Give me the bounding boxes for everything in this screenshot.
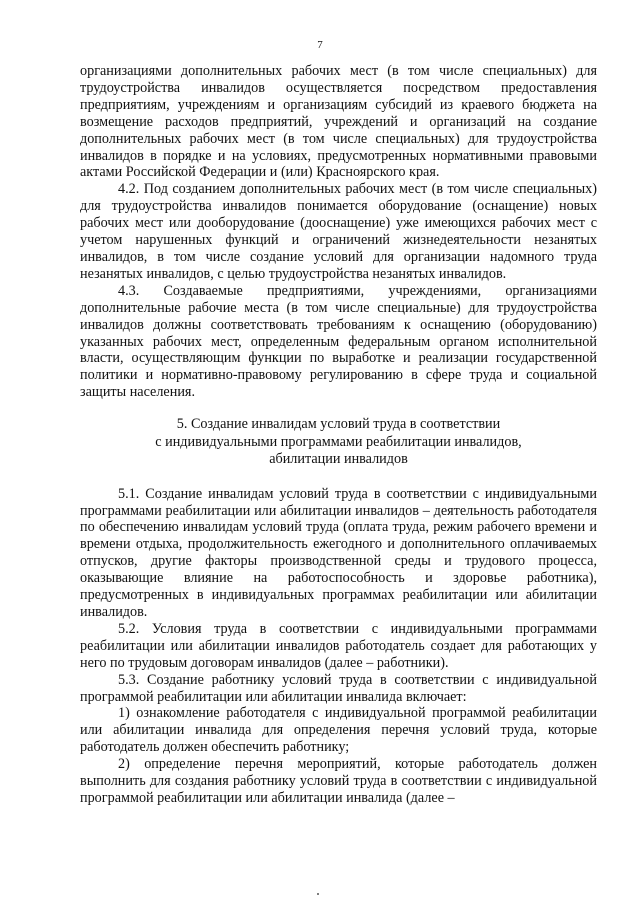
paragraph-5-3-item-2: 2) определение перечня мероприятий, которые работодатель должен выполнить для создания работнику условий труда в соответствии с индивидуальной программой реабилитации или абилитации инвалида (далее – bbox=[80, 756, 597, 806]
section-heading-line-3: абилитации инвалидов bbox=[269, 451, 408, 468]
paragraph-continuation: организациями дополнительных рабочих мест (в том числе специальных) для трудоустройства инвалидов осуществляется посредством предоставления предприятиям, учреждениям и организациям субсидий из краевого бюджета на возмещение расходов предприятий, учреждений и организаций на создание дополнительных рабочих мест (в том числе специальных) для трудоустройства инвалидов в порядке и на условиях, предусмотренных нормативными правовыми актами Российской Федерации и (или) Красноярского края. bbox=[80, 63, 597, 181]
paragraph-5-3-item-1: 1) ознакомление работодателя с индивидуальной программой реабилитации или абилитации инвалида для определения перечня условий труда, которые работодатель должен обеспечить работнику; bbox=[80, 705, 597, 756]
section-heading-line-2: с индивидуальными программами реабилитации инвалидов, bbox=[155, 433, 522, 450]
page-number: 7 bbox=[317, 39, 323, 51]
document-body bbox=[80, 63, 597, 807]
scan-speck bbox=[317, 893, 319, 895]
paragraph-5-3: 5.3. Создание работнику условий труда в соответствии с индивидуальной программой реабилитации или абилитации инвалида включает: bbox=[80, 671, 597, 705]
paragraph-5-2: 5.2. Условия труда в соответствии с индивидуальными программами реабилитации или абилитации инвалидов работодатель создает для работающих у него по трудовым договорам инвалидов (далее – работники). bbox=[80, 620, 597, 671]
paragraph-4-2: 4.2. Под созданием дополнительных рабочих мест (в том числе специальных) для трудоустройства инвалидов понимается оборудование (оснащение) новых рабочих мест или дооборудование (дооснащение) уже имеющихся рабочих мест с учетом нарушенных функций и ограничений жизнедеятельности незанятых инвалидов, в том числе создание условий для организации надомного труда незанятых инвалидов, с целью трудоустройства незанятых инвалидов. bbox=[80, 181, 597, 282]
paragraph-4-3: 4.3. Создаваемые предприятиями, учреждениями, организациями дополнительные рабочие места (в том числе специальные) для трудоустройства инвалидов должны соответствовать требованиям к оснащению (оборудованию) указанных рабочих мест, определенным федеральным органом исполнительной власти, осуществляющим функции по выработке и реализации государственной политики и нормативно-правовому регулированию в сфере труда и социальной защиты населения. bbox=[80, 282, 597, 401]
paragraph-5-1: 5.1. Создание инвалидам условий труда в соответствии с индивидуальными программами реабилитации или абилитации инвалидов – деятельность работодателя по обеспечению инвалидам условий труда (оплата труда, режим рабочего времени и времени отдыха, продолжительность ежегодного и дополнительного оплачиваемых отпусков, другие факторы производственной среды и трудового процесса, оказывающие влияние на работоспособность и здоровье работника), предусмотренных в индивидуальных программах реабилитации или абилитации инвалидов. bbox=[80, 485, 597, 620]
section-heading-line-1: 5. Создание инвалидам условий труда в соответствии bbox=[176, 416, 501, 433]
section-heading bbox=[80, 416, 597, 469]
